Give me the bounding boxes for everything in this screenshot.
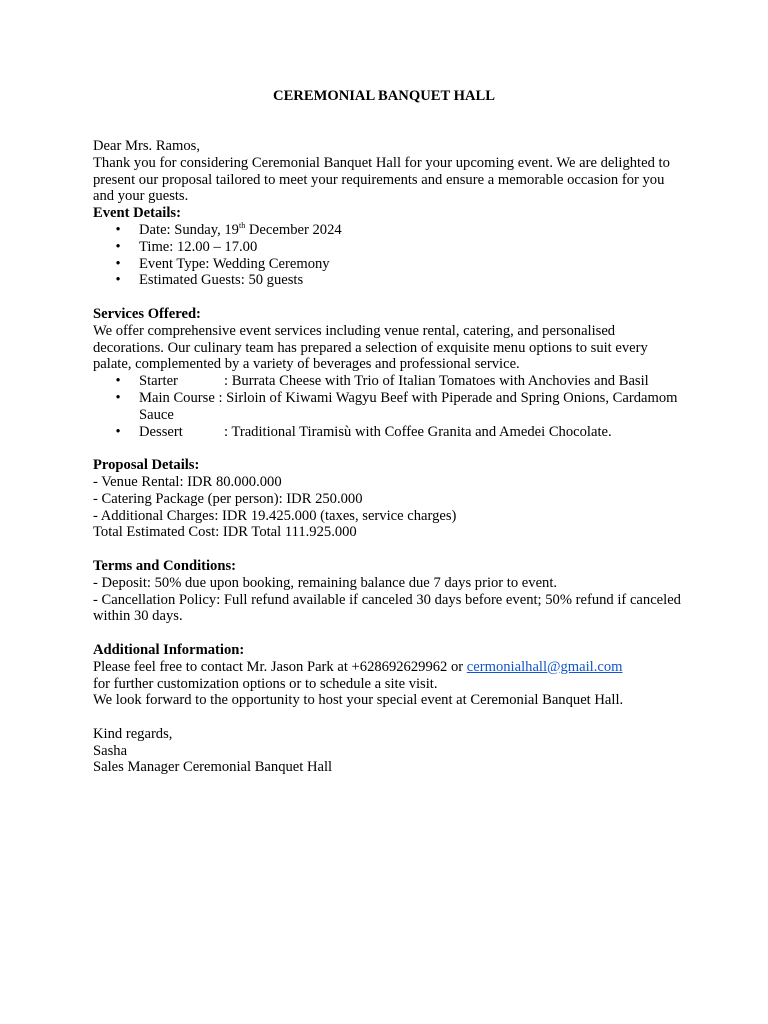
menu-label: Dessert [139,423,183,440]
menu-list [93,373,683,440]
bullet-icon: • [115,423,121,440]
terms-deposit: - Deposit: 50% due upon booking, remaining balance due 7 days prior to event. [93,574,558,591]
services-heading: Services Offered: [93,305,201,322]
bullet-icon: • [115,373,121,390]
email-link[interactable]: cermonialhall@gmail.com [466,658,623,675]
bullet-icon: • [115,255,121,272]
letter-body [93,138,683,776]
bullet-icon: • [115,238,121,255]
menu-label: Main Course [139,389,215,406]
signer-role: Sales Manager Ceremonial Banquet Hall [93,759,333,776]
document-title: CEREMONIAL BANQUET HALL [273,88,495,104]
proposal-additional: - Additional Charges: IDR 19.425.000 (taxes, service charges) [93,507,457,524]
contact-line: Please feel free to contact Mr. Jason Park at +628692629962 or cermonialhall@gmail.com [93,658,623,675]
salutation: Dear Mrs. Ramos, [93,138,201,154]
signer-name: Sasha [93,742,128,759]
proposal-total: Total Estimated Cost: IDR Total 111.925.000 [93,524,357,541]
event-details-list [93,222,683,289]
list-item: • Event Type: Wedding Ceremony [93,256,683,273]
list-item [93,390,683,424]
proposal-heading: Proposal Details: [93,457,200,474]
menu-desc: : Sirloin of Kiwami Wagyu Beef with Piperade and Spring Onions, Cardamom Sauce [139,389,678,423]
list-item [93,373,683,390]
bullet-icon: • [115,221,121,238]
regards: Kind regards, [93,725,173,742]
menu-label: Starter [139,373,178,390]
menu-desc: : Traditional Tiramisù with Coffee Granita and Amedei Chocolate. [224,423,612,440]
proposal-venue: - Venue Rental: IDR 80.000.000 [93,473,282,490]
list-item: • Estimated Guests: 50 guests [93,272,683,289]
list-item: • Date: Sunday, 19th December 2024 [93,222,683,239]
closing-line: We look forward to the opportunity to host your special event at Ceremonial Banquet Hall. [93,692,624,709]
event-details-heading: Event Details: [93,205,181,222]
terms-heading: Terms and Conditions: [93,557,237,574]
proposal-catering: - Catering Package (per person): IDR 250.000 [93,490,363,507]
bullet-icon: • [115,389,121,406]
terms-cancellation: - Cancellation Policy: Full refund available if canceled 30 days before event; 50% refund if canceled within 30 days. [93,591,681,625]
list-item: • Time: 12.00 – 17.00 [93,239,683,256]
menu-desc: : Burrata Cheese with Trio of Italian Tomatoes with Anchovies and Basil [224,373,649,390]
services-paragraph: We offer comprehensive event services including venue rental, catering, and personalised decorations. Our culinary team has prepared a selection of exquisite menu options to suit every palate, complemented by a variety of beverages and professional service. [93,322,648,373]
contact-suffix: for further customization options or to schedule a site visit. [93,675,438,692]
additional-info-heading: Additional Information: [93,641,245,658]
bullet-icon: • [115,272,121,289]
list-item [93,424,683,441]
intro-paragraph: Thank you for considering Ceremonial Banquet Hall for your upcoming event. We are delighted to present our proposal tailored to meet your requirements and ensure a memorable occasion for you and your guests. [93,154,670,205]
